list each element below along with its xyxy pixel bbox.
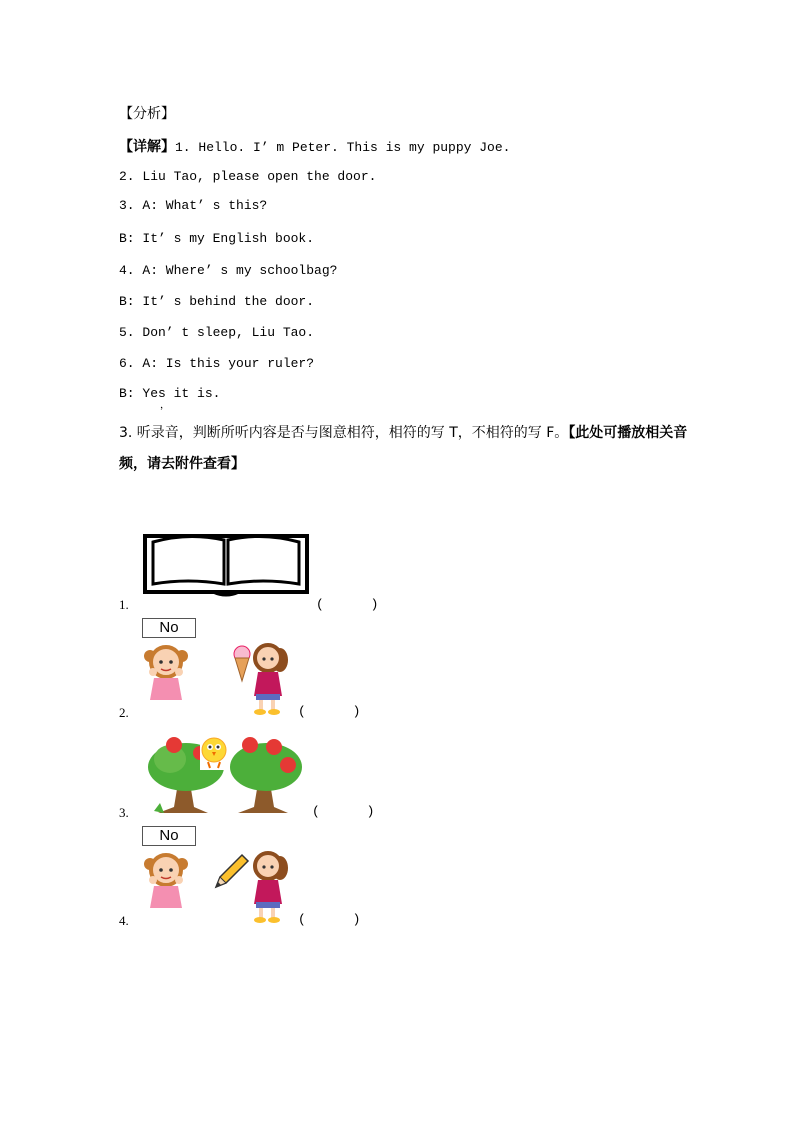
girl-icon — [140, 642, 192, 704]
question-3-audio-note: 【此处可播放相关音频，请去附件查看】 — [119, 425, 688, 472]
detail-line-5: 4. A: Where’ s my schoolbag? — [119, 263, 338, 278]
detail-line-3: 3. A: What’ s this? — [119, 198, 268, 213]
question-3-instruction — [119, 418, 689, 480]
stray-comma: ， — [160, 400, 170, 411]
item-4-no-sign: No — [142, 826, 196, 846]
girl-icon — [140, 850, 192, 912]
detail-line-9: B: Yes it is. — [119, 386, 221, 401]
detail-line-6: B: It’ s behind the door. — [119, 294, 315, 309]
detail-text-1: 1. Hello. I’ m Peter. This is my puppy Joe. — [175, 140, 511, 155]
detail-line-2: 2. Liu Tao, please open the door. — [119, 169, 377, 184]
detail-line-4: B: It’ s my English book. — [119, 231, 315, 246]
apple-tree-icon — [228, 733, 304, 815]
item-1-number: 1. — [119, 597, 129, 612]
question-3-text: 3. 听录音，判断所听内容是否与图意相符，相符的写 T，不相符的写 F。 — [119, 425, 569, 441]
detail-line-8: 6. A: Is this your ruler? — [119, 356, 315, 371]
girl-icon — [246, 850, 292, 924]
item-4-number: 4. — [119, 913, 129, 928]
detail-label: 【详解】 — [119, 139, 175, 155]
open-book-icon — [143, 530, 309, 596]
item-2-answer-blank[interactable]: ( ) — [298, 704, 361, 719]
item-1-answer-blank[interactable]: ( ) — [316, 597, 379, 612]
analysis-heading: 【分析】 — [119, 106, 175, 122]
pencil-icon — [212, 853, 250, 889]
girl-icon — [246, 642, 292, 716]
detail-line-7: 5. Don’ t sleep, Liu Tao. — [119, 325, 315, 340]
detail-line-1 — [119, 136, 510, 156]
item-2-no-sign: No — [142, 618, 196, 638]
bird-icon — [198, 732, 230, 772]
item-2-number: 2. — [119, 705, 129, 720]
item-4-answer-blank[interactable]: ( ) — [298, 912, 361, 927]
item-3-number: 3. — [119, 805, 129, 820]
item-3-answer-blank[interactable]: ( ) — [312, 804, 375, 819]
